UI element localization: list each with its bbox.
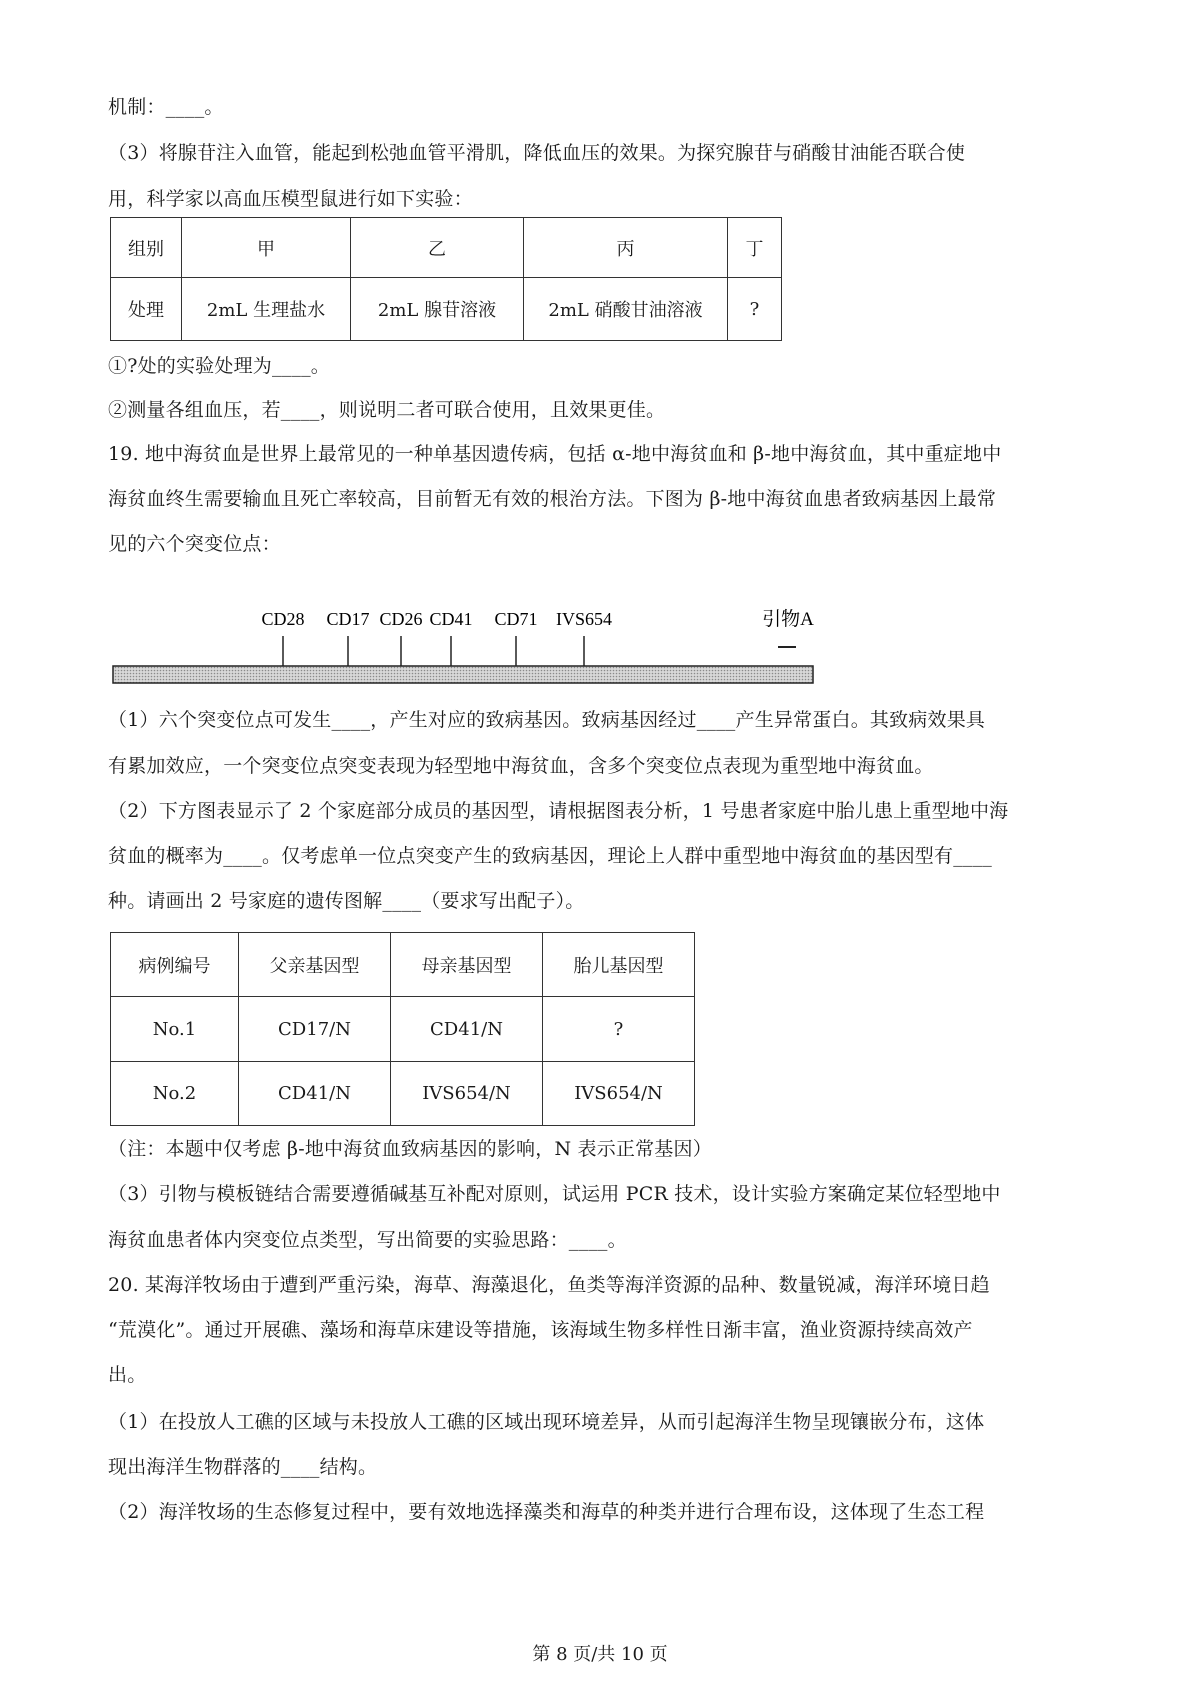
table-header-cell: 胎儿基因型 (543, 933, 695, 997)
text-line: 海贫血患者体内突变位点类型，写出简要的实验思路：____。 (108, 1229, 627, 1251)
text-line: （2）海洋牧场的生态修复过程中，要有效地选择藻类和海草的种类并进行合理布设，这体现了生态工程 (108, 1501, 985, 1523)
table-cell: No.2 (111, 1062, 239, 1126)
text-line: （3）将腺苷注入血管，能起到松弛血管平滑肌，降低血压的效果。为探究腺苷与硝酸甘油能否联合使 (108, 142, 966, 164)
table-cell: CD41/N (391, 997, 543, 1062)
table-cell: No.1 (111, 997, 239, 1062)
mutation-site-diagram (108, 600, 828, 690)
table-cell: 2mL 生理盐水 (182, 278, 351, 341)
text-line: 种。请画出 2 号家庭的遗传图解____（要求写出配子）。 (108, 890, 585, 912)
table-header-cell: 病例编号 (111, 933, 239, 997)
text-line: 见的六个突变位点： (108, 533, 281, 555)
text-line: （3）引物与模板链结合需要遵循碱基互补配对原则，试运用 PCR 技术，设计实验方案确定某位轻型地中 (108, 1183, 1001, 1205)
text-line: 20. 某海洋牧场由于遭到严重污染，海草、海藻退化，鱼类等海洋资源的品种、数量锐减，海洋环境日趋 (108, 1274, 990, 1296)
text-line: （注：本题中仅考虑 β-地中海贫血致病基因的影响，N 表示正常基因） (108, 1138, 712, 1160)
text-line: 有累加效应，一个突变位点突变表现为轻型地中海贫血，含多个突变位点表现为重型地中海贫血。 (108, 755, 934, 777)
text-line: 现出海洋生物群落的____结构。 (108, 1456, 378, 1478)
site-label: CD28 (261, 609, 305, 629)
table-cell: IVS654/N (543, 1062, 695, 1126)
table-cell: IVS654/N (391, 1062, 543, 1126)
text-line: 机制：____。 (108, 96, 224, 118)
site-label: CD17 (326, 609, 370, 629)
experiment-table (110, 217, 782, 341)
text-line: “荒漠化”。通过开展礁、藻场和海草床建设等措施，该海域生物多样性日渐丰富，渔业资源持续高效产 (108, 1319, 973, 1341)
page-footer: 第 8 页/共 10 页 (532, 1644, 668, 1665)
text-line: ②测量各组血压，若____，则说明二者可联合使用，且效果更佳。 (108, 399, 666, 421)
table-cell: 2mL 硝酸甘油溶液 (524, 278, 728, 341)
text-line: 出。 (108, 1364, 147, 1386)
site-label: CD41 (429, 609, 473, 629)
table-header-cell: 母亲基因型 (391, 933, 543, 997)
table-cell: 处理 (111, 278, 182, 341)
text-line: （1）在投放人工礁的区域与未投放人工礁的区域出现环境差异，从而引起海洋生物呈现镶嵌分布，这体 (108, 1411, 985, 1433)
primer-label: 引物A (762, 609, 814, 630)
table-header-cell: 丙 (524, 218, 728, 278)
text-line: 19. 地中海贫血是世界上最常见的一种单基因遗传病，包括 α-地中海贫血和 β-地中海贫血，其中重症地中 (108, 443, 1002, 465)
genotype-table (110, 932, 695, 1126)
table-cell: CD17/N (239, 997, 391, 1062)
table-header-cell: 丁 (728, 218, 782, 278)
text-line: （1）六个突变位点可发生____，产生对应的致病基因。致病基因经过____产生异常蛋白。其致病效果具 (108, 709, 986, 731)
table-cell: CD41/N (239, 1062, 391, 1126)
table-header-cell: 乙 (351, 218, 524, 278)
table-header-cell: 组别 (111, 218, 182, 278)
site-label: CD26 (379, 609, 423, 629)
table-cell: ? (543, 997, 695, 1062)
table-header-cell: 父亲基因型 (239, 933, 391, 997)
text-line: ①?处的实验处理为____。 (108, 355, 330, 377)
table-header-cell: 甲 (182, 218, 351, 278)
table-cell: 2mL 腺苷溶液 (351, 278, 524, 341)
site-label: IVS654 (555, 609, 613, 629)
gene-bar (113, 666, 813, 683)
text-line: 海贫血终生需要输血且死亡率较高，目前暂无有效的根治方法。下图为 β-地中海贫血患者致病基因上最常 (108, 488, 997, 510)
table-cell: ? (728, 278, 782, 341)
text-line: 用，科学家以高血压模型鼠进行如下实验： (108, 188, 473, 210)
text-line: 贫血的概率为____。仅考虑单一位点突变产生的致病基因，理论上人群中重型地中海贫血的基因型有____ (108, 845, 993, 867)
site-label: CD71 (494, 609, 538, 629)
text-line: （2）下方图表显示了 2 个家庭部分成员的基因型，请根据图表分析，1 号患者家庭中胎儿患上重型地中海 (108, 800, 1009, 822)
